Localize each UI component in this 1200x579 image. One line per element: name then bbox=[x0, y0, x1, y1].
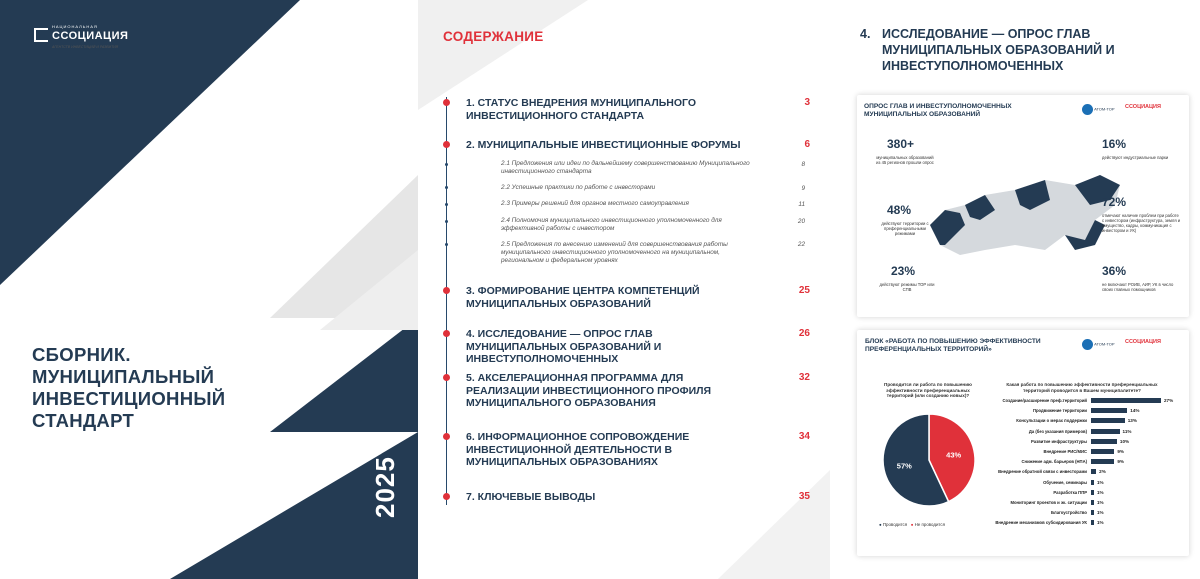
toc-page-number: 6 bbox=[804, 139, 810, 150]
bar bbox=[1091, 520, 1094, 525]
stat-text: отмечают наличие проблем при работе с инвестором (инфраструктура, земля и имущество, кадры, коммуникация с инвестором и УК) bbox=[1102, 213, 1181, 233]
toc-subdot bbox=[445, 243, 448, 246]
cover-title-line: МУНИЦИПАЛЬНЫЙ bbox=[32, 366, 215, 387]
bar-value-label: 11% bbox=[1122, 428, 1132, 434]
cover-title bbox=[32, 344, 312, 432]
logo-subtitle: АГЕНТСТВ ИНВЕСТИЦИЙ И РАЗВИТИЯ bbox=[52, 45, 119, 49]
toc-subdot bbox=[445, 203, 448, 206]
bar-category-label: Развитие инфраструктуры bbox=[1031, 438, 1087, 444]
logo-mark-icon bbox=[34, 28, 48, 42]
bar bbox=[1091, 469, 1096, 474]
bar-value-label: 1% bbox=[1097, 520, 1104, 526]
stat-value: 23% bbox=[891, 264, 916, 278]
toc-page-number: 35 bbox=[798, 491, 810, 502]
pref-territories-card bbox=[857, 330, 1189, 556]
atom-logo-icon bbox=[1082, 104, 1093, 115]
toc-page-number: 11 bbox=[798, 201, 805, 208]
bar-category-label: Обучение, семинары bbox=[1043, 479, 1087, 485]
bar-category-label: Мониторинг проектов и эк. ситуации bbox=[1010, 500, 1087, 505]
stat-value: 16% bbox=[1102, 137, 1127, 151]
toc-dot bbox=[443, 493, 450, 500]
toc-page-number: 20 bbox=[797, 218, 805, 225]
pie-legend bbox=[879, 522, 945, 527]
toc-page bbox=[418, 0, 830, 579]
toc-page-number: 25 bbox=[798, 285, 810, 296]
toc-dot bbox=[443, 433, 450, 440]
russia-map-image bbox=[925, 165, 1125, 265]
toc-subdot bbox=[445, 186, 448, 189]
bar-category-label: Снижение адм. барьеров (НПА) bbox=[1021, 459, 1087, 465]
toc-section-4[interactable]: 4. ИССЛЕДОВАНИЕ — ОПРОС ГЛАВ МУНИЦИПАЛЬНЫХ ОБРАЗОВАНИЙ И ИНВЕСТУПОЛНОМОЧЕННЫХ bbox=[466, 328, 662, 365]
legend-label: Проводится bbox=[882, 522, 908, 527]
atom-logo-text: АТОМ-ТОР bbox=[1094, 341, 1115, 347]
toc-dot bbox=[443, 141, 450, 148]
cover-year: 2025 bbox=[370, 456, 400, 518]
toc-page-number: 34 bbox=[798, 431, 810, 442]
toc-section-1[interactable]: 1. СТАТУС ВНЕДРЕНИЯ МУНИЦИПАЛЬНОГО ИНВЕСТИЦИОННОГО СТАНДАРТА bbox=[466, 97, 697, 122]
bar-value-label: 10% bbox=[1119, 438, 1130, 444]
bar-category-label: Внедрение РИС/МИС bbox=[1043, 449, 1087, 454]
logo-top-text: НАЦИОНАЛЬНАЯ bbox=[52, 24, 98, 29]
bar bbox=[1091, 449, 1114, 454]
pie-value-label: 57% bbox=[896, 461, 912, 471]
toc-subsection-2-3[interactable]: 2.3 Примеры решений для органов местного самоуправления bbox=[501, 200, 689, 207]
legend-swatch-icon: ● bbox=[879, 522, 882, 527]
toc-subsection-2-1[interactable]: 2.1 Предложения или идеи по дальнейшему совершенствованию Муниципального инвестиционного стандарта bbox=[501, 160, 750, 175]
stat-value: 72% bbox=[1102, 195, 1127, 209]
research-page bbox=[830, 0, 1200, 579]
logo-name: ССОЦИАЦИЯ bbox=[52, 30, 129, 42]
toc-section-5[interactable]: 5. АКСЕЛЕРАЦИОННАЯ ПРОГРАММА ДЛЯ РЕАЛИЗАЦИИ ИНВЕСТИЦИОННОГО ПРОФИЛЯ МУНИЦИПАЛЬНОГО ОБРАЗОВАНИЯ bbox=[466, 372, 712, 409]
pie-question: Проводится ли работа по повышению эффективности преференциальных территорий (или созданию новых)? bbox=[884, 382, 972, 399]
bar-value-label: 9% bbox=[1117, 449, 1124, 454]
bar-question: Какая работа по повышению эффективности преференциальных территорий проводится в Вашем муниципалитете? bbox=[1006, 382, 1158, 393]
toc-page-number: 26 bbox=[798, 328, 810, 339]
bar-category-label: Продвижение территории bbox=[1032, 408, 1087, 414]
stat-text: муниципальных образований из 45 регионов прошли опрос bbox=[876, 155, 934, 165]
bar bbox=[1091, 490, 1094, 495]
toc-section-2[interactable]: 2. МУНИЦИПАЛЬНЫЕ ИНВЕСТИЦИОННЫЕ ФОРУМЫ bbox=[466, 139, 741, 151]
research-number: 4. bbox=[860, 27, 871, 41]
legend-swatch-icon: ● bbox=[910, 522, 914, 527]
toc-page-number: 32 bbox=[798, 372, 810, 383]
bar-value-label: 9% bbox=[1117, 459, 1124, 465]
association-logo-small-text: ССОЦИАЦИЯ bbox=[1125, 104, 1161, 110]
pref-card-title: БЛОК «РАБОТА ПО ПОВЫШЕНИЮ ЭФФЕКТИВНОСТИ ПРЕФЕРЕНЦИАЛЬНЫХ ТЕРРИТОРИЙ» bbox=[865, 338, 1041, 353]
cover-title-line: ИНВЕСТИЦИОННЫЙ bbox=[32, 388, 226, 409]
research-title-text: ИССЛЕДОВАНИЕ — ОПРОС ГЛАВ МУНИЦИПАЛЬНЫХ ОБРАЗОВАНИЙ И ИНВЕСТУПОЛНОМОЧЕННЫХ bbox=[882, 27, 1115, 73]
stat-text: не включают РОИВ, АИР, УК в число своих главных помощников bbox=[1102, 282, 1174, 292]
association-logo-small-text: ССОЦИАЦИЯ bbox=[1125, 339, 1161, 345]
cover-page bbox=[0, 0, 418, 579]
stat-value: 36% bbox=[1102, 264, 1127, 278]
legend-label: Не проводится bbox=[914, 522, 945, 527]
toc-heading: СОДЕРЖАНИЕ bbox=[443, 29, 544, 44]
toc-dot bbox=[443, 374, 450, 381]
toc-dot bbox=[443, 330, 450, 337]
toc-subsection-2-2[interactable]: 2.2 Успешные практики по работе с инвесторами bbox=[501, 184, 656, 191]
stat-text: действуют территории с преференциальными режимами bbox=[881, 221, 929, 236]
bar-category-label: Разработка ППР bbox=[1053, 489, 1087, 495]
bar-value-label: 1% bbox=[1097, 510, 1104, 516]
bar-value-label: 14% bbox=[1130, 408, 1140, 414]
pie-value-label: 43% bbox=[946, 450, 962, 460]
bar bbox=[1091, 500, 1094, 505]
toc-page-number: 9 bbox=[801, 185, 805, 192]
survey-card-title: ОПРОС ГЛАВ И ИНВЕСТУПОЛНОМОЧЕННЫХ МУНИЦИПАЛЬНЫХ ОБРАЗОВАНИЙ bbox=[864, 103, 1012, 118]
bar-category-label: Создание/расширение преф.территорий bbox=[1002, 398, 1087, 403]
bar-category-label: Внедрение механизмов субсидирования УК bbox=[995, 520, 1087, 526]
toc-timeline bbox=[446, 97, 447, 505]
toc-page-number: 8 bbox=[801, 161, 805, 168]
cover-background-shapes bbox=[0, 0, 418, 579]
atom-tor-logo bbox=[1082, 104, 1115, 115]
toc-subdot bbox=[445, 163, 448, 166]
toc-dot bbox=[443, 287, 450, 294]
bar-value-label: 1% bbox=[1097, 479, 1104, 485]
stat-value: 48% bbox=[887, 203, 912, 217]
cover-title-line: СТАНДАРТ bbox=[32, 410, 135, 431]
bar-category-label: Да (без указания примеров) bbox=[1028, 428, 1087, 434]
association-logo-small bbox=[1125, 339, 1161, 345]
atom-logo-icon bbox=[1082, 339, 1093, 350]
bar bbox=[1091, 510, 1094, 515]
stat-value: 380+ bbox=[887, 137, 915, 151]
bar bbox=[1091, 408, 1127, 413]
atom-tor-logo bbox=[1082, 339, 1115, 350]
survey-card bbox=[857, 95, 1189, 317]
toc-subdot bbox=[445, 220, 448, 223]
bar-category-label: Благоустройство bbox=[1051, 510, 1087, 516]
cover-title-line: СБОРНИК. bbox=[32, 344, 131, 365]
toc-dot bbox=[443, 99, 450, 106]
bar-category-label: Внедрение обратной связи с инвесторами bbox=[998, 469, 1087, 475]
toc-subsection-2-4[interactable]: 2.4 Полномочия муниципального инвестиционного уполномоченного для эффективной работы с инвестором bbox=[501, 217, 722, 232]
bar bbox=[1091, 439, 1117, 444]
bar bbox=[1091, 480, 1094, 485]
bar-value-label: 1% bbox=[1097, 500, 1104, 505]
toc-page-number: 22 bbox=[797, 241, 805, 248]
bar-value-label: 1% bbox=[1097, 489, 1104, 495]
stat-text: действуют индустриальные парки bbox=[1102, 155, 1169, 160]
bar-category-label: Консультации о мерах поддержки bbox=[1016, 418, 1087, 424]
bar bbox=[1091, 398, 1161, 403]
toc-section-7[interactable]: 7. КЛЮЧЕВЫЕ ВЫВОДЫ bbox=[466, 491, 596, 503]
toc-section-6[interactable]: 6. ИНФОРМАЦИОННОЕ СОПРОВОЖДЕНИЕ ИНВЕСТИЦИОННОЙ ДЕЯТЕЛЬНОСТИ В МУНИЦИПАЛЬНЫХ ОБРАЗОВАНИЯХ bbox=[466, 431, 690, 468]
atom-logo-text: АТОМ-ТОР bbox=[1094, 106, 1115, 112]
toc-subsection-2-5[interactable]: 2.5 Предложения по внесению изменений для совершенствования работы муниципального инвестиционного уполномоченного на муниципальном, региональном и федеральном уровнях bbox=[501, 241, 728, 264]
bar-value-label: 2% bbox=[1099, 469, 1106, 475]
bar bbox=[1091, 459, 1114, 464]
association-logo-small bbox=[1125, 104, 1161, 110]
toc-page-number: 3 bbox=[804, 97, 810, 108]
toc-section-3[interactable]: 3. ФОРМИРОВАНИЕ ЦЕНТРА КОМПЕТЕНЦИЙ МУНИЦИПАЛЬНЫХ ОБРАЗОВАНИЙ bbox=[466, 285, 700, 310]
bar-value-label: 27% bbox=[1164, 398, 1174, 403]
stat-text: действуют режимы ТОР или СПВ bbox=[879, 282, 935, 292]
bar bbox=[1091, 418, 1125, 423]
bar-value-label: 13% bbox=[1127, 418, 1137, 424]
bar bbox=[1091, 429, 1120, 434]
